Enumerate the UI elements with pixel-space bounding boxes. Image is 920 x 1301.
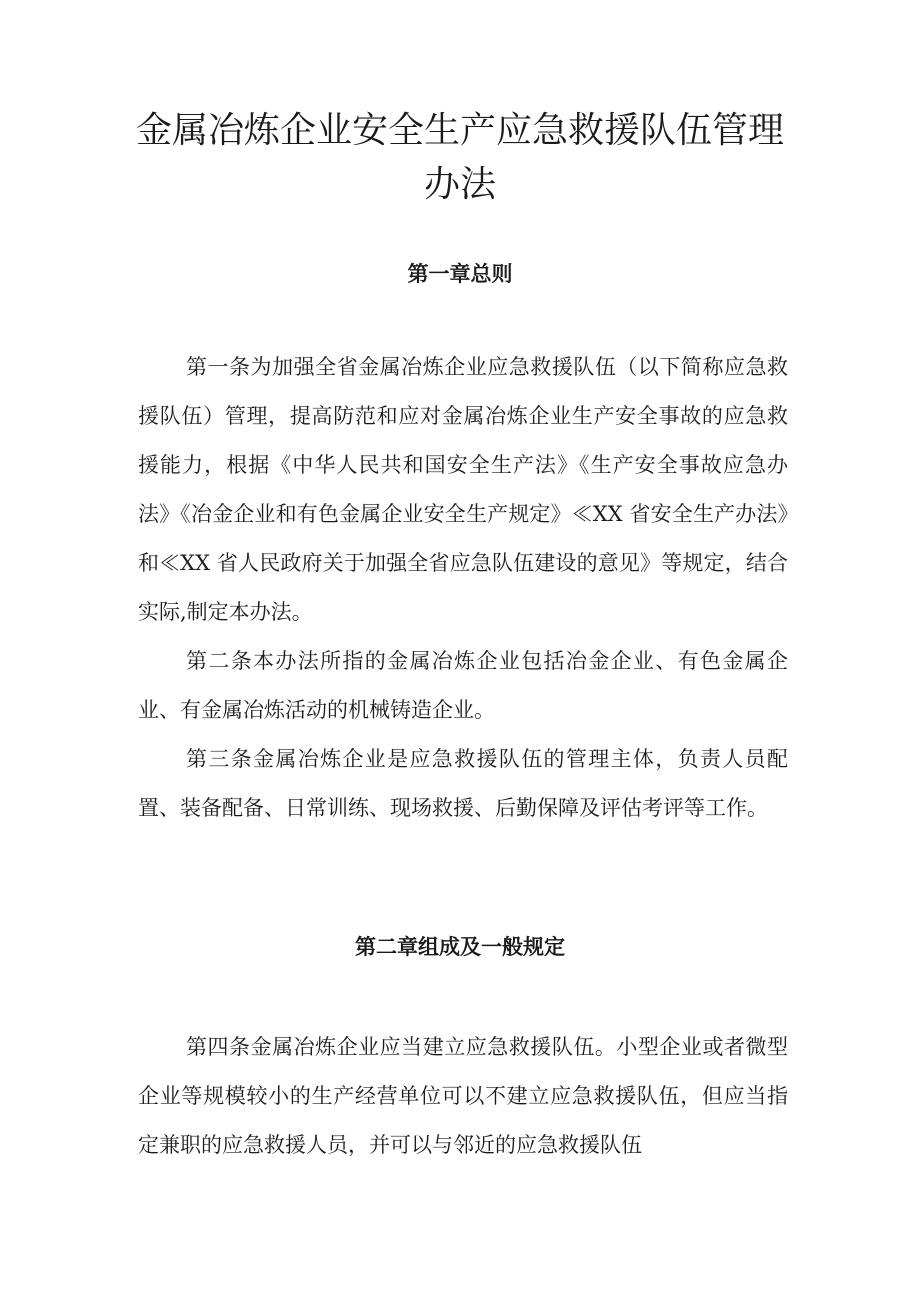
article-4-paragraph: 第四条金属冶炼企业应当建立应急救援队伍。小型企业或者微型企业等规模较小的生产经营单位可以不建立应急救援队伍，但应当指定兼职的应急救援人员，并可以与邻近的应急救援队伍 [138,1035,788,1157]
document-title-line-1: 金属冶炼企业安全生产应急救援队伍管理 [135,110,784,151]
document-title-line-2: 办法 [423,164,496,205]
chapter-heading-general-provisions: 第一章总则 [407,261,513,286]
article-2-paragraph: 第二条本办法所指的金属冶炼企业包括冶金企业、有色金属企业、有金属冶炼活动的机械铸造企业。 [138,649,788,722]
article-1-paragraph: 第一条为加强全省金属冶炼企业应急救援队伍（以下简称应急救援队伍）管理，提高防范和应对金属冶炼企业生产安全事故的应急救援能力，根据《中华人民共和国安全生产法》《生产安全事故应急办法》《冶金企业和有色金属企业安全生产规定》≪XX 省安全生产办法》和≪XX 省人民政府关于加强全省应急队伍建设的意见》等规定，结合实际,制定本办法。 [138,355,788,624]
article-3-paragraph: 第三条金属冶炼企业是应急救援队伍的管理主体，负责人员配置、装备配备、日常训练、现场救援、后勤保障及评估考评等工作。 [138,747,788,820]
chapter-heading-composition: 第二章组成及一般规定 [355,934,565,959]
